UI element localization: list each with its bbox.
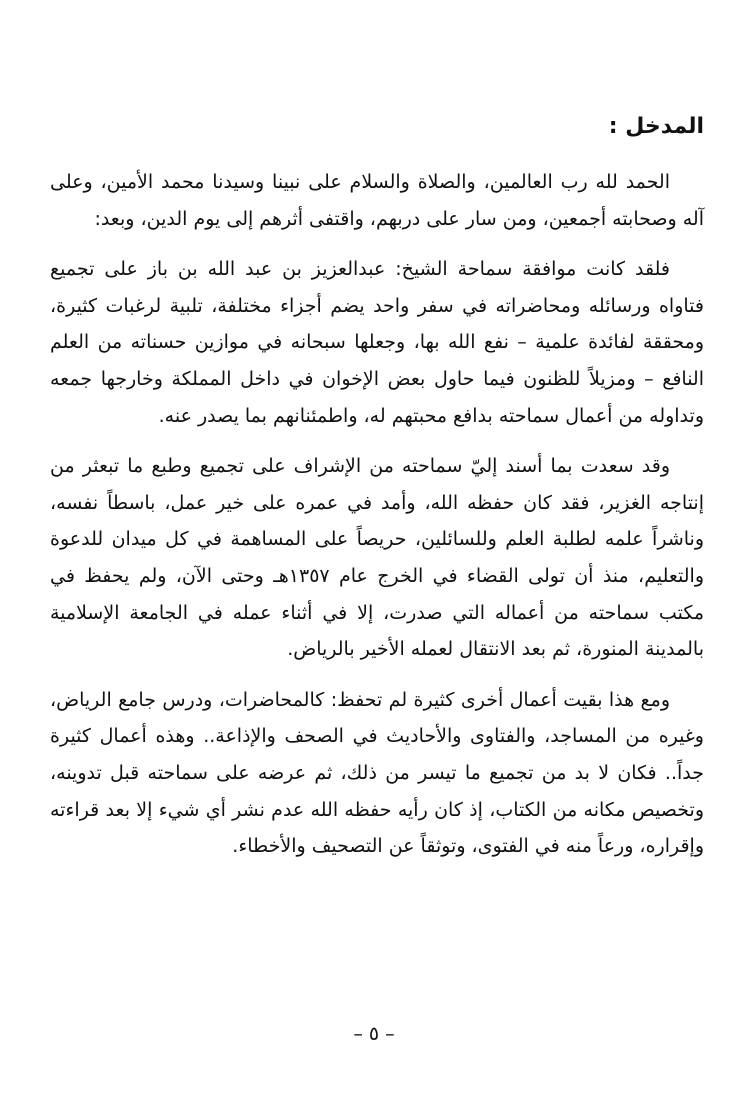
paragraph-approval: فلقد كانت موافقة سماحة الشيخ: عبدالعزيز بن عبد الله بن باز على تجميع فتاواه ورسائله ومحاضراته في سفر واحد يضم أجزاء مختلفة، تلبية لرغبات كثيرة، ومحققة لفائدة علمية – نفع الله بها، وجعلها سبحانه في موازين حسناته من العلم النافع – ومزيلاً للظنون فيما حاول بعض الإخوان في داخل المملكة وخارجها جمعه وتداوله من أعمال سماحته بدافع محبتهم له، واطمئنانهم بما يصدر عنه. [50, 258, 704, 427]
section-heading: المدخل : [608, 114, 704, 139]
paragraph-remaining-works: ومع هذا بقيت أعمال أخرى كثيرة لم تحفظ: كالمحاضرات، ودرس جامع الرياض، وغيره من المساجد، والفتاوى والأحاديث في الصحف والإذاعة.. وهذه أعمال كثيرة جداً.. فكان لا بد من تجميع ما تيسر من ذلك، ثم عرضه على سماحته قبل تدوينه، وتخصيص مكانه من الكتاب، إذ كان رأيه حفظه الله عدم نشر أي شيء إلا بعد قراءته وإقراره، ورعاً منه في الفتوى، وتوثقاً عن التصحيف والأخطاء. [50, 688, 704, 858]
paragraph-opening: الحمد لله رب العالمين، والصلاة والسلام على نبينا وسيدنا محمد الأمين، وعلى آله وصحابته أجمعين، ومن سار على دربهم، واقتفى أثرهم إلى يوم الدين، وبعد: [50, 171, 704, 230]
paragraph-supervision: وقد سعدت بما أسند إليّ سماحته من الإشراف على تجميع وطبع ما تبعثر من إنتاجه الغزير، فقد كان حفظه الله، وأمد في عمره على خير عمل، باسطاً نفسه، وناشراً علمه لطلبة العلم وللسائلين، حريصاً على المساهمة في كل ميدان للدعوة والتعليم، منذ أن تولى القضاء في الخرج عام ١٣٥٧هـ وحتى الآن، ولم يحفظ في مكتب سماحته من أعماله التي صدرت، إلا في أثناء عمله في الجامعة الإسلامية بالمدينة المنورة، ثم بعد الانتقال لعمله الأخير بالرياض. [50, 455, 705, 661]
page-number: – ٥ – [353, 1023, 395, 1045]
